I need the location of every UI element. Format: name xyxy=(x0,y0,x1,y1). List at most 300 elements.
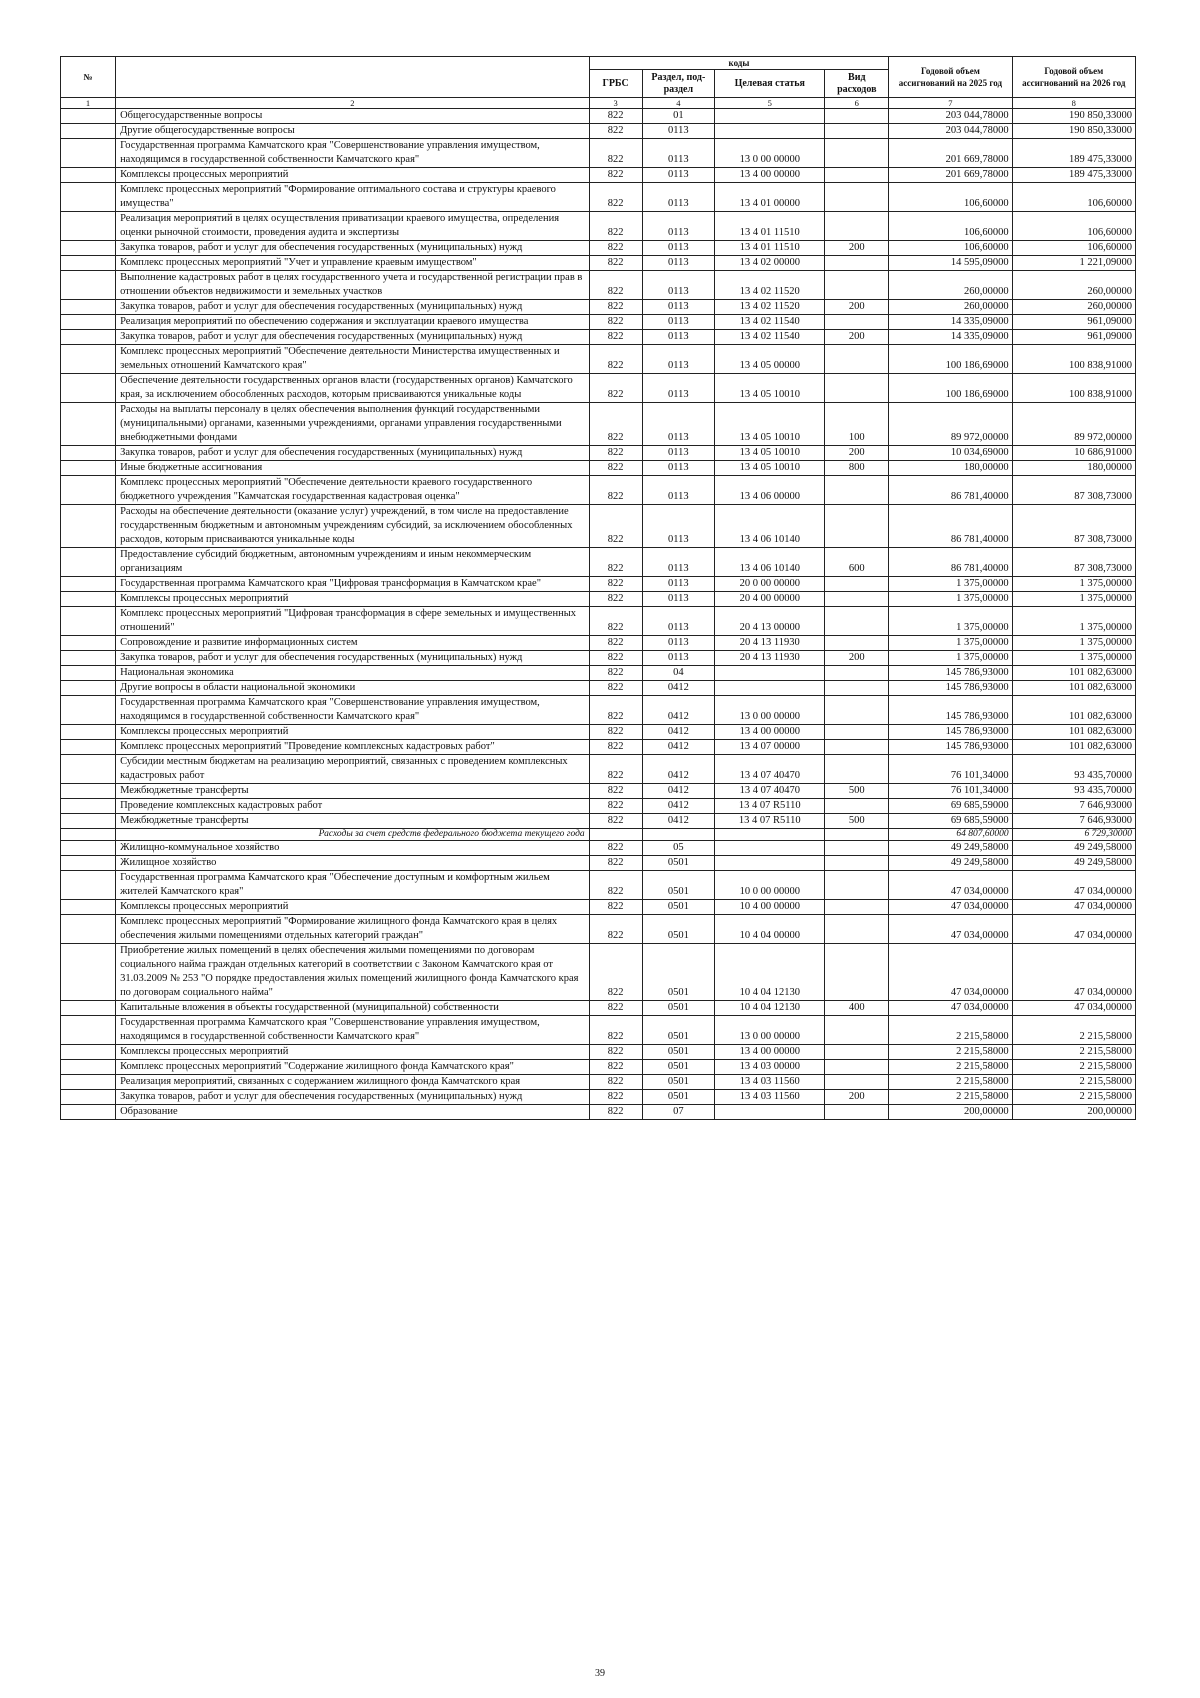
row-index-cell xyxy=(61,829,116,841)
row-grbs-cell: 822 xyxy=(589,446,642,461)
row-grbs-cell: 822 xyxy=(589,577,642,592)
row-exp-type-cell: 200 xyxy=(825,446,889,461)
table-row xyxy=(61,476,1136,505)
row-section-cell: 0113 xyxy=(642,168,715,183)
row-grbs-cell: 822 xyxy=(589,799,642,814)
row-section-cell: 0501 xyxy=(642,944,715,1001)
row-index-cell xyxy=(61,755,116,784)
table-row xyxy=(61,651,1136,666)
row-target-cell: 10 4 00 00000 xyxy=(715,900,825,915)
row-name-cell: Комплексы процессных мероприятий xyxy=(116,900,590,915)
row-vol-2025-cell: 106,60000 xyxy=(889,212,1012,241)
row-index-cell xyxy=(61,607,116,636)
row-vol-2025-cell: 47 034,00000 xyxy=(889,871,1012,900)
table-row xyxy=(61,256,1136,271)
row-grbs-cell: 822 xyxy=(589,315,642,330)
row-exp-type-cell xyxy=(825,856,889,871)
row-index-cell xyxy=(61,915,116,944)
row-index-cell xyxy=(61,476,116,505)
row-name-cell: Национальная экономика xyxy=(116,666,590,681)
row-index-cell xyxy=(61,1075,116,1090)
row-vol-2026-cell: 101 082,63000 xyxy=(1012,681,1135,696)
row-grbs-cell: 822 xyxy=(589,1060,642,1075)
row-vol-2025-cell: 201 669,78000 xyxy=(889,139,1012,168)
row-target-cell xyxy=(715,109,825,124)
row-grbs-cell: 822 xyxy=(589,300,642,315)
row-section-cell: 0412 xyxy=(642,784,715,799)
row-grbs-cell: 822 xyxy=(589,871,642,900)
table-row xyxy=(61,1045,1136,1060)
row-grbs-cell: 822 xyxy=(589,592,642,607)
table-row xyxy=(61,666,1136,681)
row-vol-2025-cell: 106,60000 xyxy=(889,183,1012,212)
row-target-cell: 10 4 04 00000 xyxy=(715,915,825,944)
row-section-cell: 0412 xyxy=(642,696,715,725)
row-grbs-cell: 822 xyxy=(589,944,642,1001)
row-vol-2025-cell: 14 595,09000 xyxy=(889,256,1012,271)
row-index-cell xyxy=(61,681,116,696)
row-name-cell: Капитальные вложения в объекты государственной (муниципальной) собственности xyxy=(116,1001,590,1016)
row-exp-type-cell xyxy=(825,1075,889,1090)
row-exp-type-cell xyxy=(825,1045,889,1060)
row-exp-type-cell xyxy=(825,183,889,212)
row-vol-2026-cell: 961,09000 xyxy=(1012,330,1135,345)
table-row xyxy=(61,109,1136,124)
row-name-cell: Комплекс процессных мероприятий "Обеспечение деятельности краевого государственного бюджетного учреждения "Камчатская государственная кадастровая оценка" xyxy=(116,476,590,505)
header-section: Раздел, под-раздел xyxy=(642,70,715,98)
row-vol-2026-cell: 190 850,33000 xyxy=(1012,124,1135,139)
row-target-cell: 13 4 00 00000 xyxy=(715,1045,825,1060)
row-grbs-cell: 822 xyxy=(589,636,642,651)
row-exp-type-cell xyxy=(825,256,889,271)
table-row xyxy=(61,1105,1136,1120)
row-section-cell: 0113 xyxy=(642,592,715,607)
row-grbs-cell: 822 xyxy=(589,109,642,124)
row-index-cell xyxy=(61,1105,116,1120)
row-vol-2025-cell: 260,00000 xyxy=(889,300,1012,315)
row-grbs-cell: 822 xyxy=(589,740,642,755)
row-section-cell: 0113 xyxy=(642,330,715,345)
row-index-cell xyxy=(61,446,116,461)
table-row xyxy=(61,696,1136,725)
row-vol-2026-cell: 1 375,00000 xyxy=(1012,607,1135,636)
row-name-cell: Проведение комплексных кадастровых работ xyxy=(116,799,590,814)
row-grbs-cell: 822 xyxy=(589,1075,642,1090)
row-exp-type-cell: 200 xyxy=(825,241,889,256)
row-exp-type-cell xyxy=(825,841,889,856)
row-target-cell: 13 4 06 10140 xyxy=(715,505,825,548)
row-exp-type-cell xyxy=(825,1016,889,1045)
row-vol-2025-cell: 1 375,00000 xyxy=(889,607,1012,636)
table-row xyxy=(61,505,1136,548)
row-target-cell xyxy=(715,1105,825,1120)
row-target-cell: 20 0 00 00000 xyxy=(715,577,825,592)
row-vol-2026-cell: 180,00000 xyxy=(1012,461,1135,476)
row-vol-2025-cell: 145 786,93000 xyxy=(889,666,1012,681)
row-vol-2026-cell: 2 215,58000 xyxy=(1012,1090,1135,1105)
row-vol-2025-cell: 69 685,59000 xyxy=(889,799,1012,814)
header-name xyxy=(116,57,590,98)
row-vol-2025-cell: 145 786,93000 xyxy=(889,725,1012,740)
row-name-cell: Комплексы процессных мероприятий xyxy=(116,1045,590,1060)
row-section-cell: 0113 xyxy=(642,241,715,256)
row-target-cell xyxy=(715,829,825,841)
row-name-cell: Закупка товаров, работ и услуг для обеспечения государственных (муниципальных) нужд xyxy=(116,651,590,666)
row-vol-2026-cell: 7 646,93000 xyxy=(1012,814,1135,829)
row-index-cell xyxy=(61,1045,116,1060)
row-index-cell xyxy=(61,300,116,315)
row-name-cell: Расходы на выплаты персоналу в целях обеспечения выполнения функций государственными (муниципальными) органами, казенными учреждениями, органами управления государственными внебюджетными фондами xyxy=(116,403,590,446)
row-index-cell xyxy=(61,944,116,1001)
table-row xyxy=(61,1016,1136,1045)
row-index-cell xyxy=(61,814,116,829)
row-vol-2026-cell: 1 375,00000 xyxy=(1012,592,1135,607)
table-row xyxy=(61,681,1136,696)
row-section-cell xyxy=(642,829,715,841)
row-target-cell: 13 4 00 00000 xyxy=(715,725,825,740)
row-exp-type-cell xyxy=(825,755,889,784)
row-index-cell xyxy=(61,109,116,124)
row-exp-type-cell: 500 xyxy=(825,784,889,799)
table-row xyxy=(61,829,1136,841)
row-index-cell xyxy=(61,271,116,300)
row-grbs-cell: 822 xyxy=(589,374,642,403)
row-index-cell xyxy=(61,784,116,799)
row-index-cell xyxy=(61,168,116,183)
budget-table xyxy=(60,56,1136,1120)
row-exp-type-cell xyxy=(825,577,889,592)
row-vol-2026-cell: 100 838,91000 xyxy=(1012,374,1135,403)
row-index-cell xyxy=(61,871,116,900)
row-vol-2025-cell: 86 781,40000 xyxy=(889,548,1012,577)
row-name-cell: Реализация мероприятий, связанных с содержанием жилищного фонда Камчатского края xyxy=(116,1075,590,1090)
row-exp-type-cell xyxy=(825,829,889,841)
row-vol-2026-cell: 93 435,70000 xyxy=(1012,755,1135,784)
row-grbs-cell: 822 xyxy=(589,212,642,241)
row-target-cell: 10 4 04 12130 xyxy=(715,1001,825,1016)
row-name-cell: Образование xyxy=(116,1105,590,1120)
row-exp-type-cell xyxy=(825,1105,889,1120)
row-name-cell: Комплекс процессных мероприятий "Цифровая трансформация в сфере земельных и имущественных отношений" xyxy=(116,607,590,636)
row-index-cell xyxy=(61,636,116,651)
row-vol-2026-cell: 961,09000 xyxy=(1012,315,1135,330)
table-row xyxy=(61,944,1136,1001)
row-target-cell xyxy=(715,841,825,856)
row-section-cell: 0113 xyxy=(642,374,715,403)
row-grbs-cell: 822 xyxy=(589,476,642,505)
row-target-cell: 13 4 01 11510 xyxy=(715,212,825,241)
row-vol-2026-cell: 189 475,33000 xyxy=(1012,168,1135,183)
table-row xyxy=(61,577,1136,592)
page-number: 39 xyxy=(595,1668,605,1679)
table-row xyxy=(61,241,1136,256)
row-target-cell: 13 4 02 11540 xyxy=(715,330,825,345)
row-vol-2025-cell: 2 215,58000 xyxy=(889,1060,1012,1075)
row-target-cell: 13 4 07 40470 xyxy=(715,755,825,784)
row-index-cell xyxy=(61,1060,116,1075)
row-vol-2025-cell: 106,60000 xyxy=(889,241,1012,256)
row-vol-2025-cell: 1 375,00000 xyxy=(889,577,1012,592)
row-name-cell: Субсидии местным бюджетам на реализацию мероприятий, связанных с проведением комплексных кадастровых работ xyxy=(116,755,590,784)
row-target-cell: 20 4 00 00000 xyxy=(715,592,825,607)
row-exp-type-cell xyxy=(825,666,889,681)
row-section-cell: 0501 xyxy=(642,1016,715,1045)
row-section-cell: 0501 xyxy=(642,1060,715,1075)
row-name-cell: Комплекс процессных мероприятий "Формирование оптимального состава и структуры краевого имущества" xyxy=(116,183,590,212)
row-vol-2026-cell: 101 082,63000 xyxy=(1012,666,1135,681)
row-vol-2025-cell: 47 034,00000 xyxy=(889,1001,1012,1016)
row-section-cell: 0501 xyxy=(642,871,715,900)
row-index-cell xyxy=(61,841,116,856)
row-name-cell: Предоставление субсидий бюджетным, автономным учреждениям и иным некоммерческим организациям xyxy=(116,548,590,577)
row-exp-type-cell xyxy=(825,900,889,915)
row-section-cell: 0412 xyxy=(642,740,715,755)
row-vol-2025-cell: 69 685,59000 xyxy=(889,814,1012,829)
row-section-cell: 0412 xyxy=(642,681,715,696)
row-vol-2025-cell: 47 034,00000 xyxy=(889,944,1012,1001)
table-row xyxy=(61,183,1136,212)
col-number: 7 xyxy=(889,98,1012,109)
row-vol-2026-cell: 6 729,30000 xyxy=(1012,829,1135,841)
row-target-cell: 13 4 05 10010 xyxy=(715,374,825,403)
row-grbs-cell: 822 xyxy=(589,1090,642,1105)
row-section-cell: 0501 xyxy=(642,1045,715,1060)
row-target-cell: 13 4 02 11540 xyxy=(715,315,825,330)
row-name-cell: Государственная программа Камчатского края "Совершенствование управления имуществом, находящимся в государственной собственности Камчатского края" xyxy=(116,139,590,168)
row-vol-2025-cell: 76 101,34000 xyxy=(889,755,1012,784)
table-row xyxy=(61,168,1136,183)
table-row xyxy=(61,315,1136,330)
row-vol-2026-cell: 260,00000 xyxy=(1012,271,1135,300)
row-grbs-cell: 822 xyxy=(589,241,642,256)
row-name-cell: Иные бюджетные ассигнования xyxy=(116,461,590,476)
row-vol-2025-cell: 2 215,58000 xyxy=(889,1045,1012,1060)
table-row xyxy=(61,548,1136,577)
row-vol-2026-cell: 2 215,58000 xyxy=(1012,1060,1135,1075)
table-row xyxy=(61,755,1136,784)
row-vol-2025-cell: 200,00000 xyxy=(889,1105,1012,1120)
row-index-cell xyxy=(61,241,116,256)
table-row xyxy=(61,446,1136,461)
col-number: 3 xyxy=(589,98,642,109)
row-index-cell xyxy=(61,374,116,403)
row-target-cell: 13 4 06 00000 xyxy=(715,476,825,505)
row-name-cell: Комплексы процессных мероприятий xyxy=(116,592,590,607)
row-exp-type-cell xyxy=(825,345,889,374)
row-vol-2025-cell: 47 034,00000 xyxy=(889,915,1012,944)
table-row xyxy=(61,461,1136,476)
row-section-cell: 0113 xyxy=(642,548,715,577)
row-vol-2026-cell: 101 082,63000 xyxy=(1012,740,1135,755)
row-exp-type-cell xyxy=(825,915,889,944)
table-row xyxy=(61,345,1136,374)
row-name-cell: Жилищно-коммунальное хозяйство xyxy=(116,841,590,856)
row-vol-2025-cell: 86 781,40000 xyxy=(889,476,1012,505)
row-index-cell xyxy=(61,139,116,168)
row-section-cell: 0113 xyxy=(642,315,715,330)
row-index-cell xyxy=(61,345,116,374)
row-index-cell xyxy=(61,505,116,548)
row-name-cell: Реализация мероприятий в целях осуществления приватизации краевого имущества, определения оценки рыночной стоимости, проведения аудита и экспертизы xyxy=(116,212,590,241)
row-exp-type-cell xyxy=(825,168,889,183)
row-exp-type-cell xyxy=(825,124,889,139)
row-vol-2025-cell: 2 215,58000 xyxy=(889,1090,1012,1105)
row-target-cell: 20 4 13 11930 xyxy=(715,636,825,651)
row-name-cell: Комплекс процессных мероприятий "Формирование жилищного фонда Камчатского края в целях обеспечения жилыми помещениями отдельных категорий граждан" xyxy=(116,915,590,944)
row-name-cell: Другие вопросы в области национальной экономики xyxy=(116,681,590,696)
row-vol-2025-cell: 1 375,00000 xyxy=(889,592,1012,607)
row-vol-2026-cell: 93 435,70000 xyxy=(1012,784,1135,799)
row-target-cell: 13 4 02 11520 xyxy=(715,300,825,315)
row-vol-2026-cell: 47 034,00000 xyxy=(1012,900,1135,915)
row-index-cell xyxy=(61,799,116,814)
row-exp-type-cell xyxy=(825,592,889,607)
row-target-cell: 13 4 01 00000 xyxy=(715,183,825,212)
row-exp-type-cell xyxy=(825,799,889,814)
row-vol-2025-cell: 145 786,93000 xyxy=(889,681,1012,696)
row-grbs-cell: 822 xyxy=(589,330,642,345)
row-section-cell: 0113 xyxy=(642,505,715,548)
row-section-cell: 0113 xyxy=(642,403,715,446)
row-vol-2025-cell: 180,00000 xyxy=(889,461,1012,476)
table-row xyxy=(61,607,1136,636)
row-target-cell: 13 4 01 11510 xyxy=(715,241,825,256)
row-index-cell xyxy=(61,696,116,725)
row-exp-type-cell: 100 xyxy=(825,403,889,446)
col-number: 1 xyxy=(61,98,116,109)
table-row xyxy=(61,636,1136,651)
row-section-cell: 0113 xyxy=(642,461,715,476)
row-grbs-cell: 822 xyxy=(589,403,642,446)
table-row xyxy=(61,592,1136,607)
row-grbs-cell: 822 xyxy=(589,915,642,944)
row-grbs-cell: 822 xyxy=(589,681,642,696)
row-vol-2025-cell: 2 215,58000 xyxy=(889,1016,1012,1045)
row-index-cell xyxy=(61,592,116,607)
table-body xyxy=(61,109,1136,1120)
row-index-cell xyxy=(61,403,116,446)
row-section-cell: 05 xyxy=(642,841,715,856)
table-row xyxy=(61,871,1136,900)
row-exp-type-cell: 200 xyxy=(825,330,889,345)
row-name-cell: Жилищное хозяйство xyxy=(116,856,590,871)
row-grbs-cell: 822 xyxy=(589,856,642,871)
row-name-cell: Закупка товаров, работ и услуг для обеспечения государственных (муниципальных) нужд xyxy=(116,446,590,461)
row-exp-type-cell xyxy=(825,476,889,505)
row-target-cell: 13 4 07 R5110 xyxy=(715,799,825,814)
row-exp-type-cell xyxy=(825,944,889,1001)
row-exp-type-cell xyxy=(825,696,889,725)
row-vol-2026-cell: 100 838,91000 xyxy=(1012,345,1135,374)
row-index-cell xyxy=(61,461,116,476)
row-target-cell: 13 4 03 00000 xyxy=(715,1060,825,1075)
row-vol-2025-cell: 201 669,78000 xyxy=(889,168,1012,183)
row-vol-2025-cell: 49 249,58000 xyxy=(889,856,1012,871)
row-exp-type-cell xyxy=(825,505,889,548)
row-target-cell: 13 4 02 11520 xyxy=(715,271,825,300)
row-section-cell: 0113 xyxy=(642,636,715,651)
row-target-cell xyxy=(715,666,825,681)
row-name-cell: Государственная программа Камчатского края "Совершенствование управления имуществом, находящимся в государственной собственности Камчатского края" xyxy=(116,696,590,725)
row-grbs-cell: 822 xyxy=(589,1001,642,1016)
row-index-cell xyxy=(61,124,116,139)
row-grbs-cell: 822 xyxy=(589,725,642,740)
row-section-cell: 0501 xyxy=(642,856,715,871)
row-index-cell xyxy=(61,212,116,241)
row-vol-2026-cell: 2 215,58000 xyxy=(1012,1016,1135,1045)
row-section-cell: 0113 xyxy=(642,651,715,666)
row-grbs-cell: 822 xyxy=(589,755,642,784)
table-row xyxy=(61,330,1136,345)
table-row xyxy=(61,814,1136,829)
row-vol-2026-cell: 200,00000 xyxy=(1012,1105,1135,1120)
header-vol-2026: Годовой объем ассигнований на 2026 год xyxy=(1012,57,1135,98)
row-vol-2025-cell: 203 044,78000 xyxy=(889,124,1012,139)
row-index-cell xyxy=(61,548,116,577)
row-target-cell: 20 4 13 00000 xyxy=(715,607,825,636)
row-target-cell: 13 4 05 10010 xyxy=(715,461,825,476)
table-row xyxy=(61,856,1136,871)
row-vol-2025-cell: 2 215,58000 xyxy=(889,1075,1012,1090)
row-grbs-cell: 822 xyxy=(589,1045,642,1060)
row-target-cell: 13 0 00 00000 xyxy=(715,1016,825,1045)
row-exp-type-cell xyxy=(825,725,889,740)
row-index-cell xyxy=(61,256,116,271)
row-section-cell: 0113 xyxy=(642,124,715,139)
row-grbs-cell: 822 xyxy=(589,139,642,168)
row-exp-type-cell xyxy=(825,636,889,651)
row-vol-2026-cell: 101 082,63000 xyxy=(1012,725,1135,740)
table-row xyxy=(61,139,1136,168)
row-section-cell: 0501 xyxy=(642,1075,715,1090)
row-exp-type-cell: 200 xyxy=(825,300,889,315)
row-index-cell xyxy=(61,900,116,915)
row-index-cell xyxy=(61,1090,116,1105)
row-section-cell: 0113 xyxy=(642,446,715,461)
row-index-cell xyxy=(61,1016,116,1045)
row-exp-type-cell xyxy=(825,607,889,636)
row-section-cell: 0501 xyxy=(642,1090,715,1105)
row-grbs-cell: 822 xyxy=(589,183,642,212)
row-vol-2026-cell: 106,60000 xyxy=(1012,241,1135,256)
row-vol-2026-cell: 260,00000 xyxy=(1012,300,1135,315)
row-grbs-cell: 822 xyxy=(589,256,642,271)
table-row xyxy=(61,1090,1136,1105)
row-vol-2025-cell: 64 807,60000 xyxy=(889,829,1012,841)
table-row xyxy=(61,1001,1136,1016)
row-exp-type-cell xyxy=(825,681,889,696)
row-name-cell: Закупка товаров, работ и услуг для обеспечения государственных (муниципальных) нужд xyxy=(116,1090,590,1105)
row-vol-2026-cell: 1 375,00000 xyxy=(1012,651,1135,666)
row-index-cell xyxy=(61,1001,116,1016)
row-vol-2026-cell: 7 646,93000 xyxy=(1012,799,1135,814)
row-index-cell xyxy=(61,577,116,592)
row-exp-type-cell: 600 xyxy=(825,548,889,577)
row-exp-type-cell: 200 xyxy=(825,651,889,666)
row-index-cell xyxy=(61,651,116,666)
row-vol-2025-cell: 100 186,69000 xyxy=(889,345,1012,374)
row-vol-2026-cell: 47 034,00000 xyxy=(1012,944,1135,1001)
row-index-cell xyxy=(61,330,116,345)
row-exp-type-cell: 800 xyxy=(825,461,889,476)
row-section-cell: 07 xyxy=(642,1105,715,1120)
row-exp-type-cell xyxy=(825,109,889,124)
row-grbs-cell: 822 xyxy=(589,345,642,374)
row-target-cell: 13 4 07 40470 xyxy=(715,784,825,799)
row-grbs-cell: 822 xyxy=(589,1105,642,1120)
row-vol-2026-cell: 89 972,00000 xyxy=(1012,403,1135,446)
table-row xyxy=(61,784,1136,799)
